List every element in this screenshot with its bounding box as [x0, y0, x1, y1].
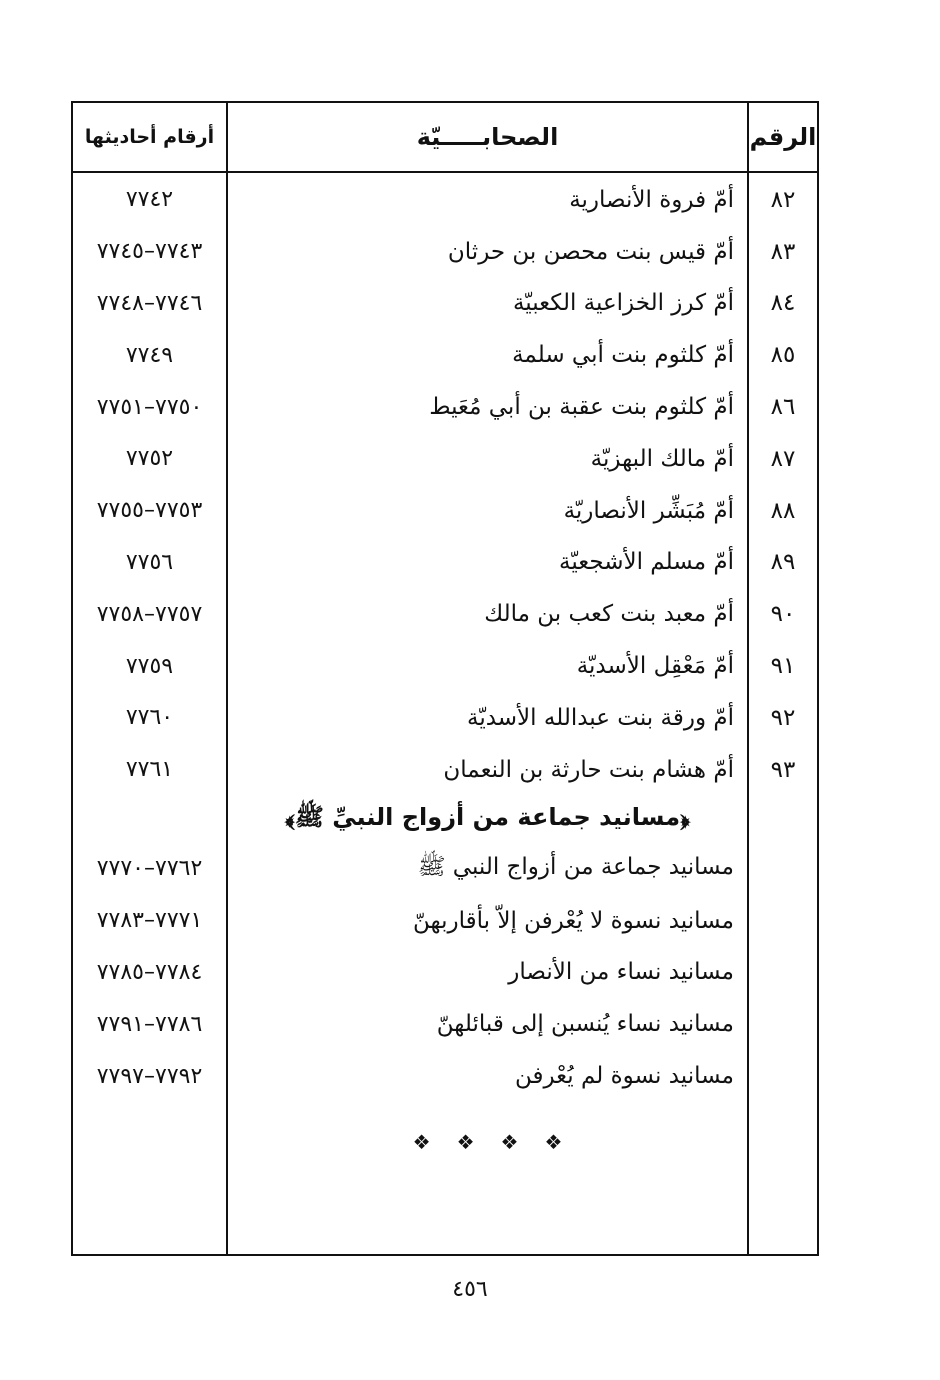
row-hadith: ٧٧٧١–٧٧٨٣ — [96, 908, 203, 934]
page-number: ٤٥٦ — [452, 1277, 488, 1302]
row-hadith: ٧٧٦١ — [125, 757, 174, 783]
table-row — [73, 947, 817, 999]
ornament-divider — [228, 1127, 747, 1157]
row-name: أمّ مُبَشِّر الأنصاريّة — [563, 497, 734, 524]
table-row — [73, 998, 817, 1050]
entries-list — [73, 174, 817, 796]
row-hadith: ٧٧٤٦–٧٧٤٨ — [96, 290, 203, 316]
row-name: أمّ قيس بنت محصن بن حرثان — [447, 238, 734, 265]
table-row — [73, 640, 817, 692]
row-number: ٨٢ — [770, 186, 796, 213]
row-hadith: ٧٧٥٧–٧٧٥٨ — [96, 601, 203, 627]
table-row — [73, 174, 817, 226]
row-number: ٩٢ — [770, 704, 796, 731]
row-number: ٨٦ — [770, 394, 796, 421]
row-hadith: ٧٧٦٠ — [125, 705, 174, 731]
table-row — [73, 278, 817, 330]
row-name: أمّ مسلم الأشجعيّة — [558, 549, 734, 576]
row-hadith: ٧٧٤٩ — [125, 342, 174, 368]
table-row — [73, 692, 817, 744]
row-hadith: ٧٧٤٢ — [125, 187, 174, 213]
row-hadith: ٧٧٥٦ — [125, 549, 174, 575]
header-companion: الصحابـــــيّة — [416, 123, 559, 151]
row-hadith: ٧٧٤٣–٧٧٤٥ — [96, 239, 203, 265]
row-hadith: ٧٧٦٢–٧٧٧٠ — [96, 856, 203, 882]
index-table — [71, 101, 819, 1256]
row-name: مسانيد نسوة لا يُعْرفن إلاّ بأقاربهنّ — [412, 907, 734, 934]
row-number: ٩٠ — [770, 601, 796, 628]
header-hadith-numbers: أرقام أحاديثها — [84, 126, 215, 148]
table-row — [73, 329, 817, 381]
row-hadith: ٧٧٥٠–٧٧٥١ — [96, 394, 203, 420]
row-number: ٨٧ — [770, 445, 796, 472]
table-row — [73, 433, 817, 485]
table-row — [73, 1050, 817, 1102]
section-title: ﴿مسانيد جماعة من أزواج النبيِّ ﷺ﴾ — [285, 802, 690, 831]
diamond-ornament-icon: ❖ — [500, 1130, 519, 1154]
row-hadith: ٧٧٩٢–٧٧٩٧ — [96, 1063, 203, 1089]
diamond-ornament-icon: ❖ — [456, 1130, 475, 1154]
table-row — [73, 537, 817, 589]
row-hadith: ٧٧٨٦–٧٧٩١ — [96, 1011, 203, 1037]
group-entries-list — [73, 843, 817, 1102]
table-row — [73, 843, 817, 895]
row-hadith: ٧٧٥٢ — [125, 446, 174, 472]
row-name: أمّ كلثوم بنت عقبة بن أبي مُعَيط — [429, 394, 734, 421]
row-name: أمّ مالك البهزيّة — [590, 445, 734, 472]
header-number: الرقم — [749, 123, 817, 151]
row-number: ٨٤ — [770, 290, 796, 317]
row-hadith: ٧٧٨٤–٧٧٨٥ — [96, 959, 203, 985]
table-row — [73, 485, 817, 537]
table-row — [73, 381, 817, 433]
table-row — [73, 895, 817, 947]
row-number: ٨٨ — [770, 497, 796, 524]
table-row — [73, 226, 817, 278]
table-row — [73, 588, 817, 640]
row-name: أمّ مَعْقِل الأسديّة — [576, 653, 734, 680]
row-number: ٩٣ — [770, 756, 796, 783]
row-name: مسانيد جماعة من أزواج النبي ﷺ — [417, 853, 734, 880]
row-name: مسانيد نسوة لم يُعْرفن — [514, 1063, 734, 1090]
row-name: مسانيد نساء يُنسبن إلى قبائلهنّ — [436, 1011, 734, 1038]
diamond-ornament-icon: ❖ — [412, 1130, 431, 1154]
diamond-ornament-icon: ❖ — [544, 1130, 563, 1154]
row-name: أمّ كرز الخزاعية الكعبيّة — [512, 290, 734, 317]
header-divider — [73, 171, 817, 173]
row-number: ٨٩ — [770, 549, 796, 576]
row-hadith: ٧٧٥٩ — [125, 653, 174, 679]
row-name: أمّ كلثوم بنت أبي سلمة — [512, 342, 734, 369]
table-row — [73, 744, 817, 796]
row-name: أمّ فروة الأنصارية — [569, 186, 734, 213]
row-hadith: ٧٧٥٣–٧٧٥٥ — [96, 498, 203, 524]
row-name: مسانيد نساء من الأنصار — [508, 959, 734, 986]
row-number: ٨٣ — [770, 238, 796, 265]
row-name: أمّ معبد بنت كعب بن مالك — [484, 601, 734, 628]
row-name: أمّ هشام بنت حارثة بن النعمان — [443, 756, 734, 783]
row-name: أمّ ورقة بنت عبدالله الأسديّة — [466, 704, 734, 731]
row-number: ٩١ — [770, 653, 796, 680]
row-number: ٨٥ — [770, 342, 796, 369]
